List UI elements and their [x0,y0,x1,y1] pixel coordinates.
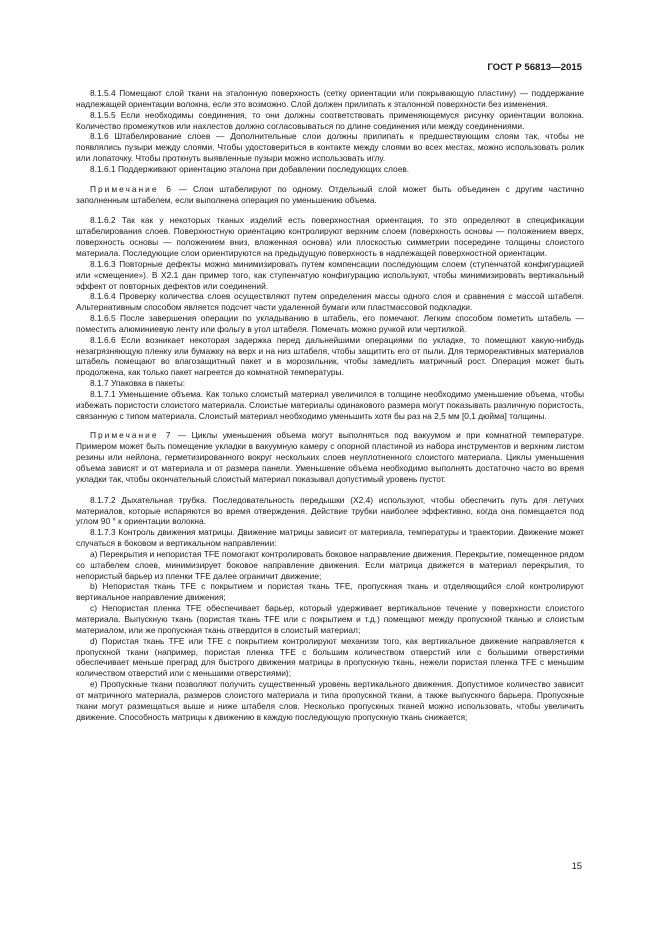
paragraph-8-1-7: 8.1.7 Упаковка в пакеты: [90,378,186,389]
paragraph-8-1-6-5: 8.1.6.5 После завершения операции по укладыванию в штабель, его помечают. Легким способом пометить штабель — поместить алюминиевую ленту или фольгу в угол штабеля. Помечать можно ручкой или чертилкой. [76,313,584,334]
paragraph-8-1-5-4: 8.1.5.4 Помещают слой ткани на эталонную поверхность (сетку ориентации или покрывающую пластину) — поддержание надлежащей ориентации волокна, если это возможно. Слой должен прилипать к эталонной поверхности без изменения. [76,88,584,109]
note-7-text: — Циклы уменьшения объема могут выполняться под вакуумом и при комнатной температуре. Примером может быть помещение укладки в вакуумную камеру с опорной пластиной из набора инструментов и верхним листом резины или нейлона, герметизированного вокруг нескольких слоев неуплотненного слоистого материала. Циклы уменьшения объема зависят и от материала и от размера панели. Уменьшение объема необходимо выполнять достаточно часто во время укладки так, чтобы окончательный слоистый материал показывал допустимый уровень пустот. [76,430,584,484]
note-6-label: Примечание 6 [90,183,173,194]
list-item-e: e) Пропускные ткани позволяют получить существенный уровень вертикального движения. Допустимое количество зависит от матричного материала, размеров слоистого материала и типа пропускной ткани, а также выпускного барьера. Пропускные ткани могут размещаться выше и ниже штабеля слов. Несколько пропускных тканей можно использовать, чтобы увеличить движение. Способность матрицы к движению в каждую последующую пропускную ткань снижается; [76,679,584,722]
paragraph-8-1-6-1: 8.1.6.1 Поддерживают ориентацию эталона при добавлении последующих слоев. [90,163,410,174]
paragraph-8-1-6-6: 8.1.6.6 Если возникает некоторая задержка перед дальнейшими операциями по укладке, то помещают какую-нибудь незагрязняющую пленку или бумажку на верх и на низ штабеля, чтобы защитить его от пыли. Для термореактивных материалов штабель помещают во влагозащитный пакет и в морозильник, чтобы замедлить матричный рост. Операция может быть продолжена, как только пакет нагреется до комнатной температуры. [76,334,584,378]
list-item-c: c) Непористая пленка TFE обеспечивает барьер, который удерживает вертикальное течение у поверхности слоистого материала. Выпускную ткань (пористая ткань TFE или с покрытием и т.д.) помещают между пропускной тканью и слоистым материалом, или же пропускная ткань отвердится в слоистый материал; [76,603,584,635]
list-item-a: a) Перекрытия и непористая TFE помогают контролировать боковое направление движения. Перекрытие, помещенное рядом со штабелем слоев, минимизирует боковое направление движения. Если матрица движется в материал перекрытия, то непористый барьер из пленки TFE далее ограничит движение; [76,548,584,581]
note-7 [76,430,584,484]
paragraph-8-1-7-2: 8.1.7.2 Дыхательная трубка. Последовательность передышки (X2.4) используют, чтобы обеспечить путь для летучих материалов, которые испаряются во время отверждения. Действие трубки наиболее эффективно, когда она помещается под углом 90 ° к ориентации волокна. [76,494,584,527]
paragraph-8-1-7-1: 8.1.7.1 Уменьшение объема. Как только слоистый материал увеличился в толщине необходимо уменьшение объема, чтобы избежать пористости слоистого материала. Слоистые материалы одинакового размера могут показывать различную пористость, связанную с типом материала. Слоистый материал необходимо уменьшить хотя бы раз на 2,5 мм [0,1 дюйма] толщины. [76,388,584,421]
document-header: ГОСТ Р 56813—2015 [487,62,582,73]
document-body [76,88,584,722]
paragraph-8-1-6-4: 8.1.6.4 Проверку количества слоев осуществляют путем определения массы одного слоя и сравнения с массой штабеля. Альтернативным способом является подсчет части удаленной бумаги или пластмассовой подкладки. [76,291,584,313]
paragraph-8-1-6-3: 8.1.6.3 Повторные дефекты можно минимизировать путем компенсации последующим слоем (ступенчатой конфигурацией или «смещение»). В X2.1 дан пример того, как ступенчатую конфигурацию используют, чтобы минимизировать вертикальный эффект от повторных дефектов или соединений. [76,258,584,291]
paragraph-8-1-6: 8.1.6 Штабелирование слоев — Дополнительные слои должны прилипать к предшествующим слоям так, чтобы не появлялись пузыри между слоями. Чтобы удостовериться в контакте между слоями во всех местах, можно использовать ролик или лопаточку. Чтобы проткнуть выявленные пузыри можно использовать иглу. [76,131,584,164]
note-7-label: Примечание 7 [90,430,173,441]
paragraph-8-1-6-2: 8.1.6.2 Так как у некоторых тканых изделий есть поверхностная ориентация, то это определяют в спецификации штабелирования слоев. Поверхностную ориентацию контролируют верхним слоем (поверхность основы — положением вверх, поверхность основы — положением вниз, вложенная основа) или плоскостью симметрии посередине толщины слоистого материала. Последующие слои ориентируются на предыдущую поверхность в надлежащей поверхностной ориентации. [76,215,584,258]
note-6-text: — Слои штабелируют по одному. Отдельный слой может быть объединен с другим частично заполненным штабелем, если выполнена операция по уменьшению объема. [76,183,584,205]
list-item-b: b) Непористая ткань TFE с покрытием и пористая ткань TFE, пропускная ткань и отделяющийся слой контролируют вертикальное направление движения; [76,581,584,603]
paragraph-8-1-7-3: 8.1.7.3 Контроль движения матрицы. Движение матрицы зависит от материала, температуры и траектории. Движение может случаться в боковом и вертикальном направлении: [76,527,584,549]
note-6 [76,184,584,206]
paragraph-8-1-5-5: 8.1.5.5 Если необходимы соединения, то они должны соответствовать применяющемуся рисунку ориентации волокна. Количество промежутков или нахлестов должно согласовываться по длине соединения или между соединениями. [76,109,584,131]
list-item-d: d) Пористая ткань TFE или TFE с покрытием контролируют механизм того, как вертикальное движение направляется к пропускной ткани (например, пористая пленка TFE с большим количеством отверстий или с большими отверстиями обеспечивает меньше преград для быстрого движения матрицы в пропускную ткань, нежели пористая пленка TFE с меньшим количеством отверстий или с меньшими отверстиями); [76,635,584,679]
page-number: 15 [571,860,582,871]
